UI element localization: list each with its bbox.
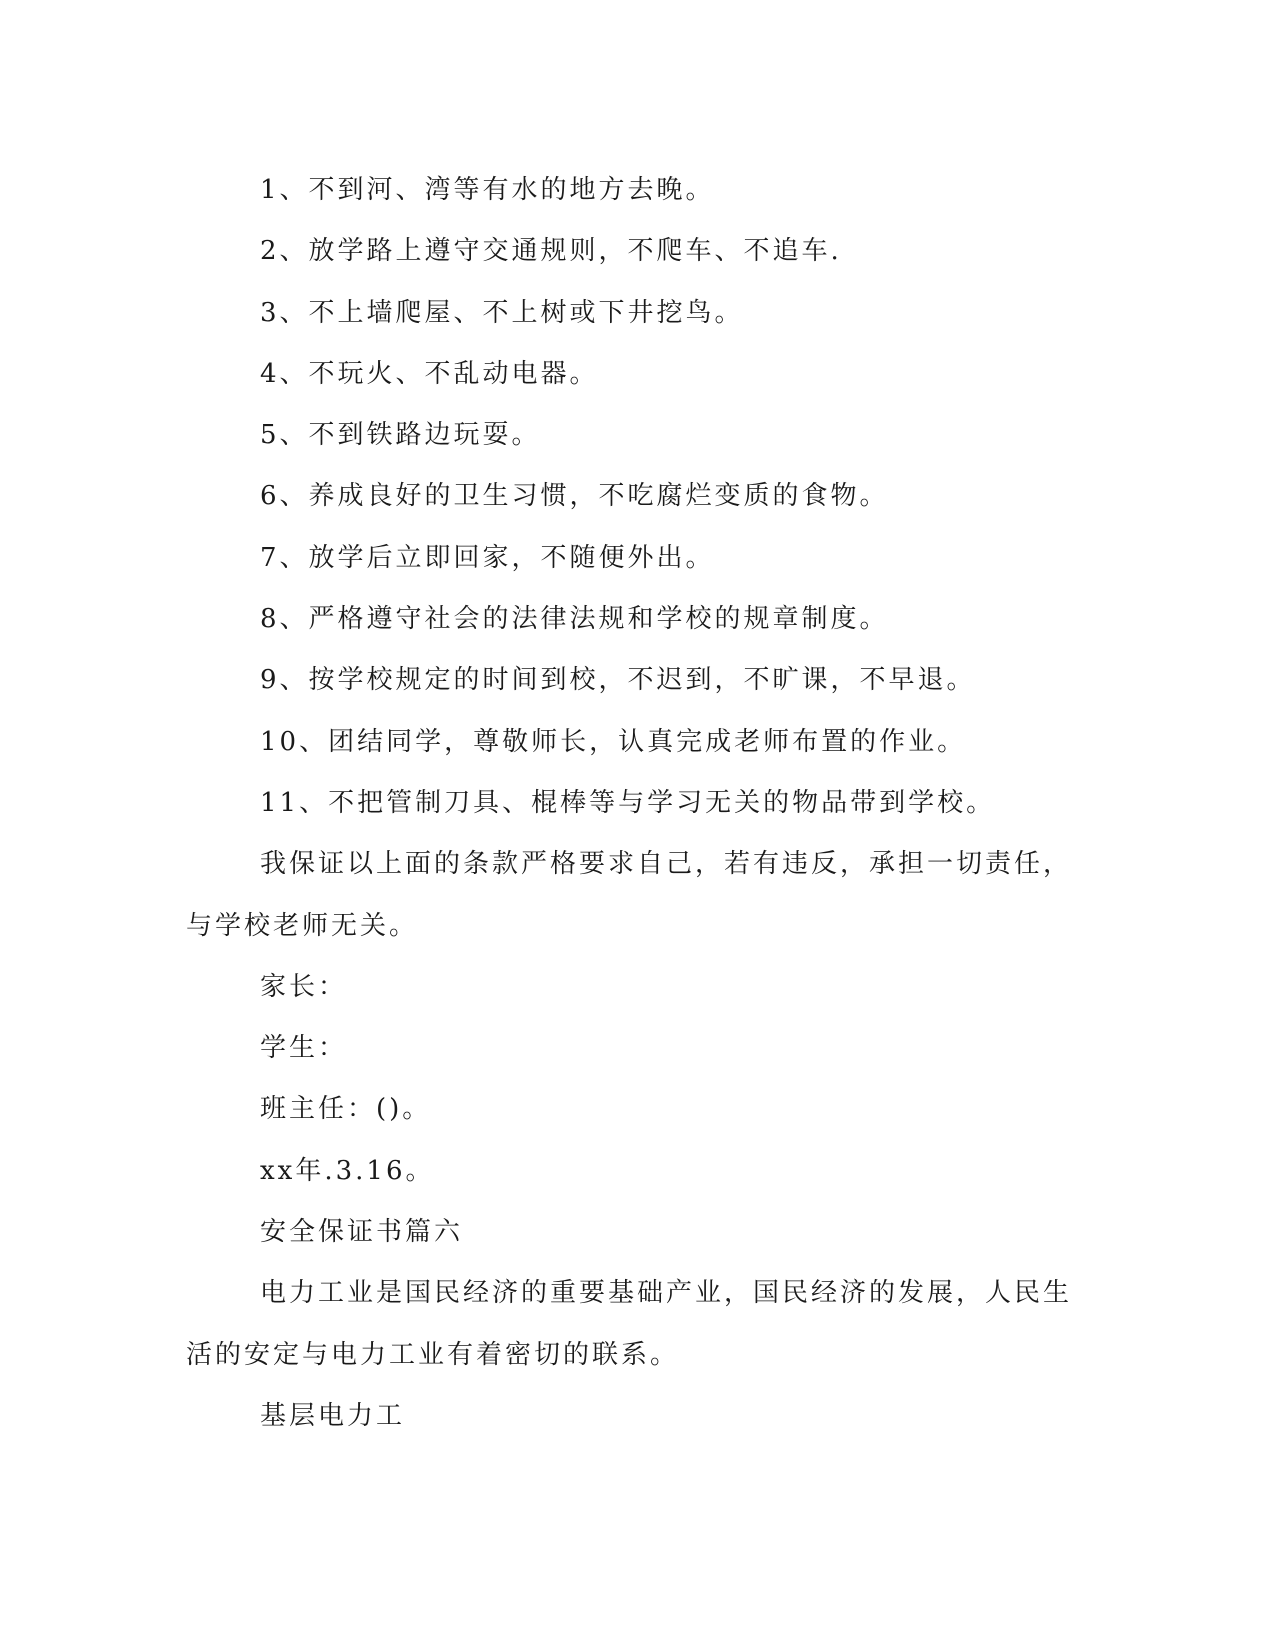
signature-parent: 家长：	[260, 971, 348, 1002]
truncated-paragraph-line: 基层电力工	[260, 1400, 406, 1431]
rule-item-1: 1、不到河、湾等有水的地方去晚。	[260, 175, 715, 205]
pledge-paragraph-line-1: 我保证以上面的条款严格要求自己，若有违反，承担一切责任，	[260, 849, 1073, 880]
section-heading: 安全保证书篇六	[260, 1217, 464, 1248]
document-date: xx年.3.16。	[260, 1155, 435, 1186]
rule-item-5: 5、不到铁路边玩耍。	[260, 420, 541, 451]
signature-head-teacher: 班主任：()。	[260, 1094, 432, 1125]
rule-item-8: 8、严格遵守社会的法律法规和学校的规章制度。	[260, 604, 889, 635]
intro-paragraph-line-1: 电力工业是国民经济的重要基础产业，国民经济的发展，人民生	[260, 1278, 1073, 1309]
rule-item-6: 6、养成良好的卫生习惯，不吃腐烂变质的食物。	[260, 481, 889, 512]
rule-item-3: 3、不上墙爬屋、不上树或下井挖鸟。	[260, 297, 744, 328]
rule-item-7: 7、放学后立即回家，不随便外出。	[260, 542, 715, 573]
rule-item-4: 4、不玩火、不乱动电器。	[260, 358, 599, 389]
signature-student: 学生：	[260, 1033, 348, 1064]
rule-item-10: 10、团结同学，尊敬师长，认真完成老师布置的作业。	[260, 726, 967, 757]
pledge-paragraph-line-2: 与学校老师无关。	[186, 910, 419, 941]
rule-item-9: 9、按学校规定的时间到校，不迟到，不旷课，不早退。	[260, 665, 976, 696]
intro-paragraph-line-2: 活的安定与电力工业有着密切的联系。	[186, 1339, 680, 1370]
rule-item-2: 2、放学路上遵守交通规则，不爬车、不追车.	[260, 236, 842, 267]
rule-item-11: 11、不把管制刀具、棍棒等与学习无关的物品带到学校。	[260, 787, 996, 818]
document-body	[186, 160, 1073, 1447]
